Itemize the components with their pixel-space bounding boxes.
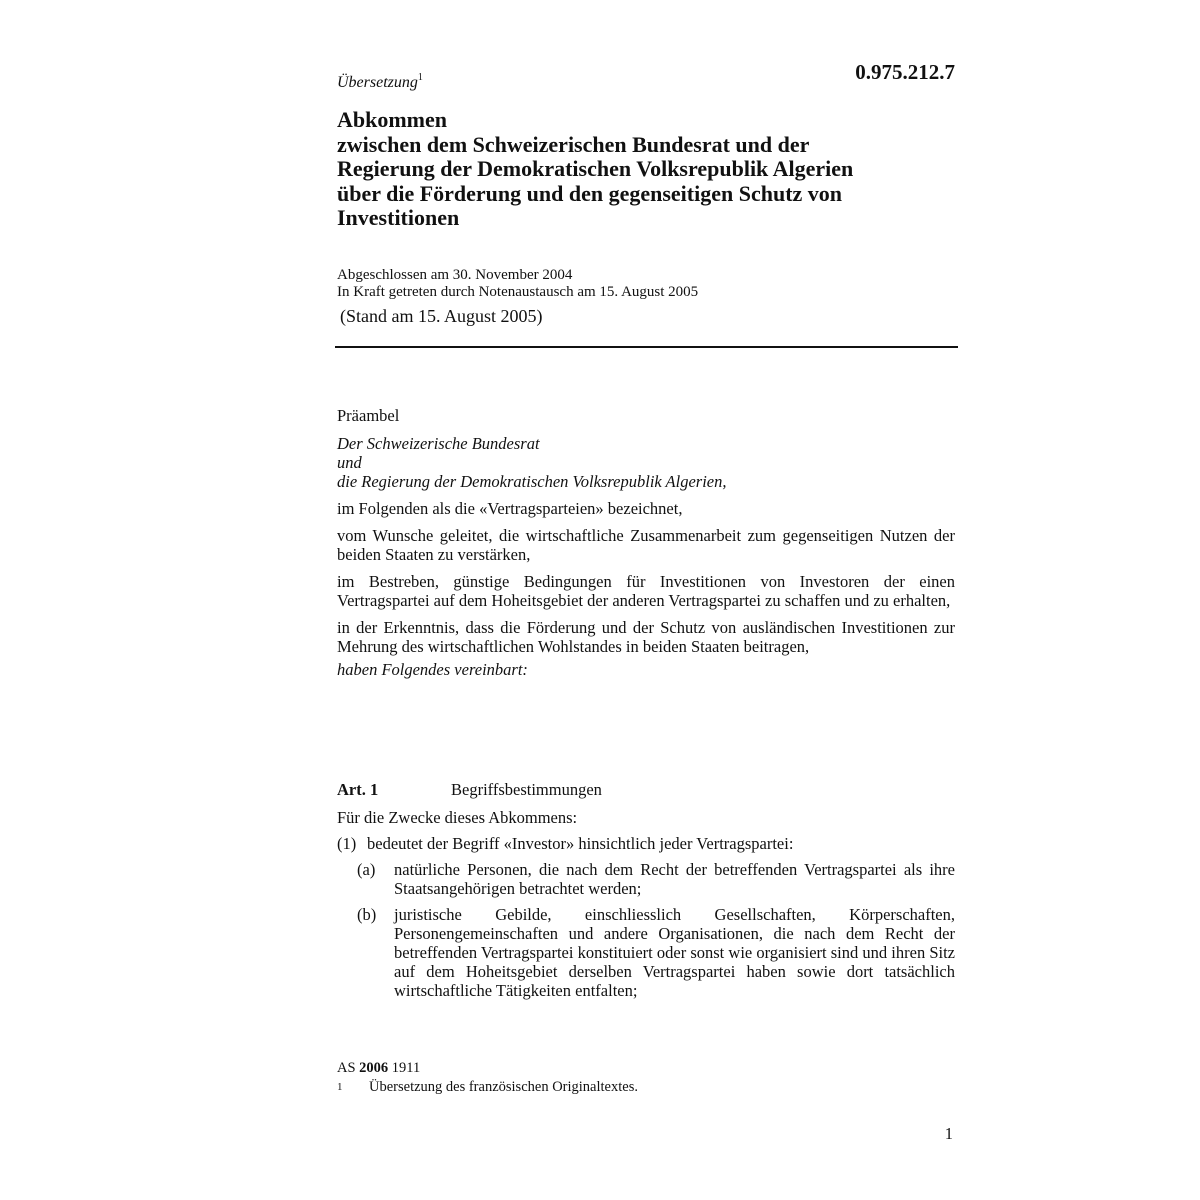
subitem-label: (a): [357, 860, 376, 879]
title-line: Investitionen: [337, 205, 460, 230]
article-intro: Für die Zwecke dieses Abkommens:: [337, 808, 578, 827]
subitem-label: (b): [357, 905, 377, 924]
header-divider: [335, 346, 958, 348]
as-page: 1911: [391, 1060, 421, 1076]
sr-number: 0.975.212.7: [855, 60, 955, 84]
article-heading: [337, 780, 602, 800]
translation-label-text: Übersetzung: [337, 74, 418, 91]
conjunction: und: [337, 453, 362, 472]
as-prefix: AS: [337, 1060, 356, 1076]
subitem-text: juristische Gebilde, einschliesslich Gesellschaften, Körperschaften, Personengemeinschaften und andere Organisationen, die nach dem Recht der betreffenden Vertragspartei konstituiert oder sonst wie organisiert sind und ihren Sitz auf dem Hoheitsgebiet derselben Vertragspartei haben sowie dort tatsächlich wirtschaftliche Tätigkeiten entfalten;: [394, 905, 955, 1000]
title-line: Regierung der Demokratischen Volksrepublik Algerien: [337, 156, 854, 181]
footnotes: [337, 1059, 955, 1097]
title-line: zwischen dem Schweizerischen Bundesrat und der: [337, 131, 810, 157]
preamble-paragraph: vom Wunsche geleitet, die wirtschaftliche Zusammenarbeit zum gegenseitigen Nutzen der beiden Staaten zu verstärken,: [337, 526, 955, 564]
article-title: Begriffsbestimmungen: [451, 780, 602, 799]
subitem-text: natürliche Personen, die nach dem Recht der betreffenden Vertragspartei als ihre Staatsangehörigen betrachtet werden;: [394, 860, 955, 898]
definition-subitem: [337, 905, 955, 1000]
preamble-paragraph: in der Erkenntnis, dass die Förderung und der Schutz von ausländischen Investitionen zur Mehrung des wirtschaftlichen Wohlstandes in beiden Staaten beitragen,: [337, 618, 955, 656]
as-year: 2006: [359, 1060, 389, 1076]
party-algeria: die Regierung der Demokratischen Volksrepublik Algerien,: [337, 472, 727, 491]
preamble-heading: Präambel: [337, 406, 400, 425]
preamble: [337, 406, 955, 687]
title-line: über die Förderung und den gegenseitigen Schutz von: [337, 180, 843, 206]
definition-subitem: [337, 860, 955, 898]
footnote-ref[interactable]: 1: [417, 72, 423, 83]
footnote: [337, 1078, 955, 1097]
article-number: Art. 1: [337, 780, 379, 799]
item-text: bedeutet der Begriff «Investor» hinsichtlich jeder Vertragspartei:: [367, 834, 794, 853]
as-reference: [337, 1059, 955, 1078]
preamble-paragraph: im Bestreben, günstige Bedingungen für Investitionen von Investoren der einen Vertragspartei auf dem Hoheitsgebiet der anderen Vertragspartei zu schaffen und zu erhalten,: [337, 572, 955, 610]
article-body: [337, 808, 955, 1000]
document-meta: [337, 267, 955, 301]
preamble-paragraph: im Folgenden als die «Vertragsparteien» bezeichnet,: [337, 499, 683, 518]
in-force-date: In Kraft getreten durch Notenaustausch am 15. August 2005: [337, 284, 699, 300]
definition-item: [337, 834, 955, 853]
item-label: (1): [337, 834, 357, 853]
title-line: Abkommen: [337, 107, 448, 132]
status-date: (Stand am 15. August 2005): [340, 306, 543, 326]
document-title: [337, 108, 955, 231]
party-switzerland: Der Schweizerische Bundesrat: [337, 434, 540, 453]
concluded-date: Abgeschlossen am 30. November 2004: [337, 267, 573, 283]
footnote-text: Übersetzung des französischen Originaltextes.: [369, 1079, 638, 1095]
agreed-clause: haben Folgendes vereinbart:: [337, 660, 528, 679]
page-number: 1: [944, 1124, 953, 1143]
translation-label: [337, 74, 423, 92]
footnote-number: 1: [337, 1081, 343, 1093]
